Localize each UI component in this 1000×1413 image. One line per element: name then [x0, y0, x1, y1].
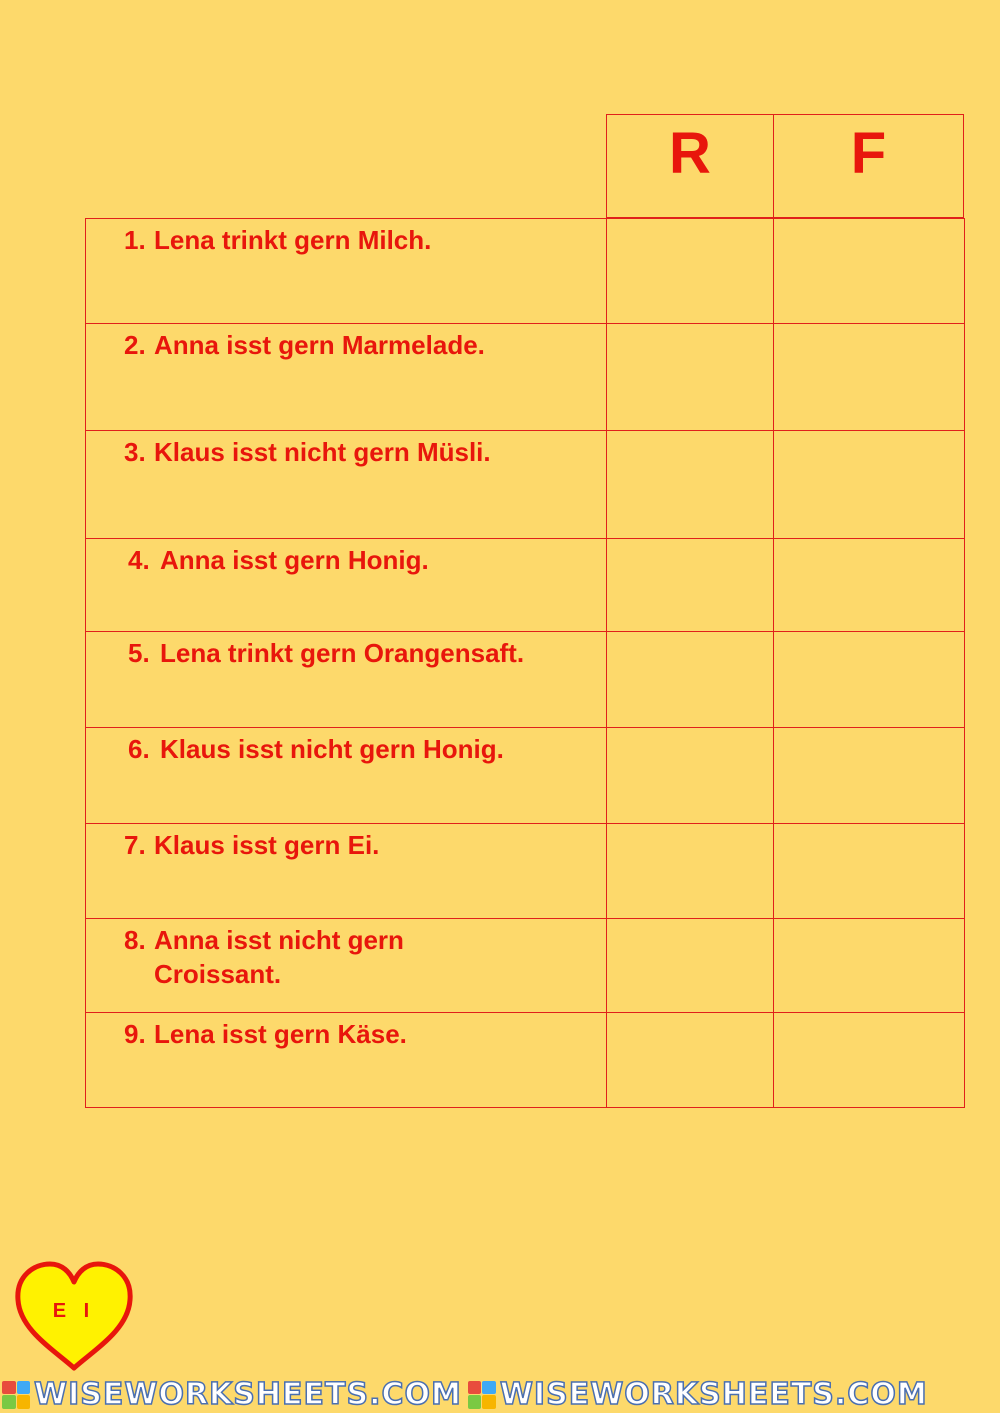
statement-text: Anna isst gern Honig. — [160, 545, 429, 575]
statement-text: Lena isst gern Käse. — [154, 1019, 407, 1049]
table-row — [86, 728, 965, 824]
answer-box-r[interactable] — [607, 1013, 774, 1108]
answer-box-f[interactable] — [774, 324, 965, 431]
statement-number: 4. — [128, 545, 150, 575]
wiseworksheets-logo-icon — [468, 1381, 496, 1409]
answer-box-r[interactable] — [607, 919, 774, 1013]
statement-text: Anna isst gern Marmelade. — [154, 330, 485, 360]
table-row — [86, 539, 965, 632]
table-row — [86, 324, 965, 431]
answer-box-f[interactable] — [774, 539, 965, 632]
table-row — [86, 219, 965, 324]
table-row — [86, 919, 965, 1013]
statement-number: 8. — [124, 925, 146, 955]
true-false-table — [85, 218, 965, 1108]
answer-box-f[interactable] — [774, 219, 965, 324]
table-row — [86, 431, 965, 539]
answer-box-f[interactable] — [774, 728, 965, 824]
watermark-text: WISEWORKSHEETS.COM — [499, 1377, 928, 1412]
statement-number: 6. — [128, 734, 150, 764]
table-row — [86, 824, 965, 919]
answer-box-r[interactable] — [607, 824, 774, 919]
watermark-footer — [0, 1376, 1000, 1413]
answer-box-f[interactable] — [774, 431, 965, 539]
statement-number: 5. — [128, 638, 150, 668]
answer-box-r[interactable] — [607, 539, 774, 632]
statement-text: Klaus isst gern Ei. — [154, 830, 380, 860]
column-header-f: F — [773, 114, 964, 218]
watermark-text: WISEWORKSHEETS.COM — [34, 1377, 462, 1412]
statement-text: Anna isst nicht gern Croissant. — [154, 925, 404, 989]
answer-box-r[interactable] — [607, 728, 774, 824]
answer-box-r[interactable] — [607, 431, 774, 539]
answer-box-f[interactable] — [774, 824, 965, 919]
statement-number: 3. — [124, 437, 146, 467]
statement-text: Lena trinkt gern Orangensaft. — [160, 638, 525, 668]
table-row — [86, 1013, 965, 1108]
answer-box-r[interactable] — [607, 324, 774, 431]
answer-box-r[interactable] — [607, 219, 774, 324]
answer-box-f[interactable] — [774, 919, 965, 1013]
statement-number: 1. — [124, 225, 146, 255]
statement-text: Klaus isst nicht gern Honig. — [160, 734, 504, 764]
heart-badge-label: E I — [52, 1300, 96, 1322]
statement-number: 9. — [124, 1019, 146, 1049]
statement-text: Lena trinkt gern Milch. — [154, 225, 432, 255]
statement-text: Klaus isst nicht gern Müsli. — [154, 437, 491, 467]
wiseworksheets-logo-icon — [2, 1381, 30, 1409]
answer-box-r[interactable] — [607, 632, 774, 728]
statement-number: 2. — [124, 330, 146, 360]
statement-number: 7. — [124, 830, 146, 860]
answer-box-f[interactable] — [774, 632, 965, 728]
table-row — [86, 632, 965, 728]
watermark — [468, 1377, 928, 1412]
watermark — [2, 1377, 462, 1412]
column-header-r: R — [606, 114, 774, 218]
answer-box-f[interactable] — [774, 1013, 965, 1108]
